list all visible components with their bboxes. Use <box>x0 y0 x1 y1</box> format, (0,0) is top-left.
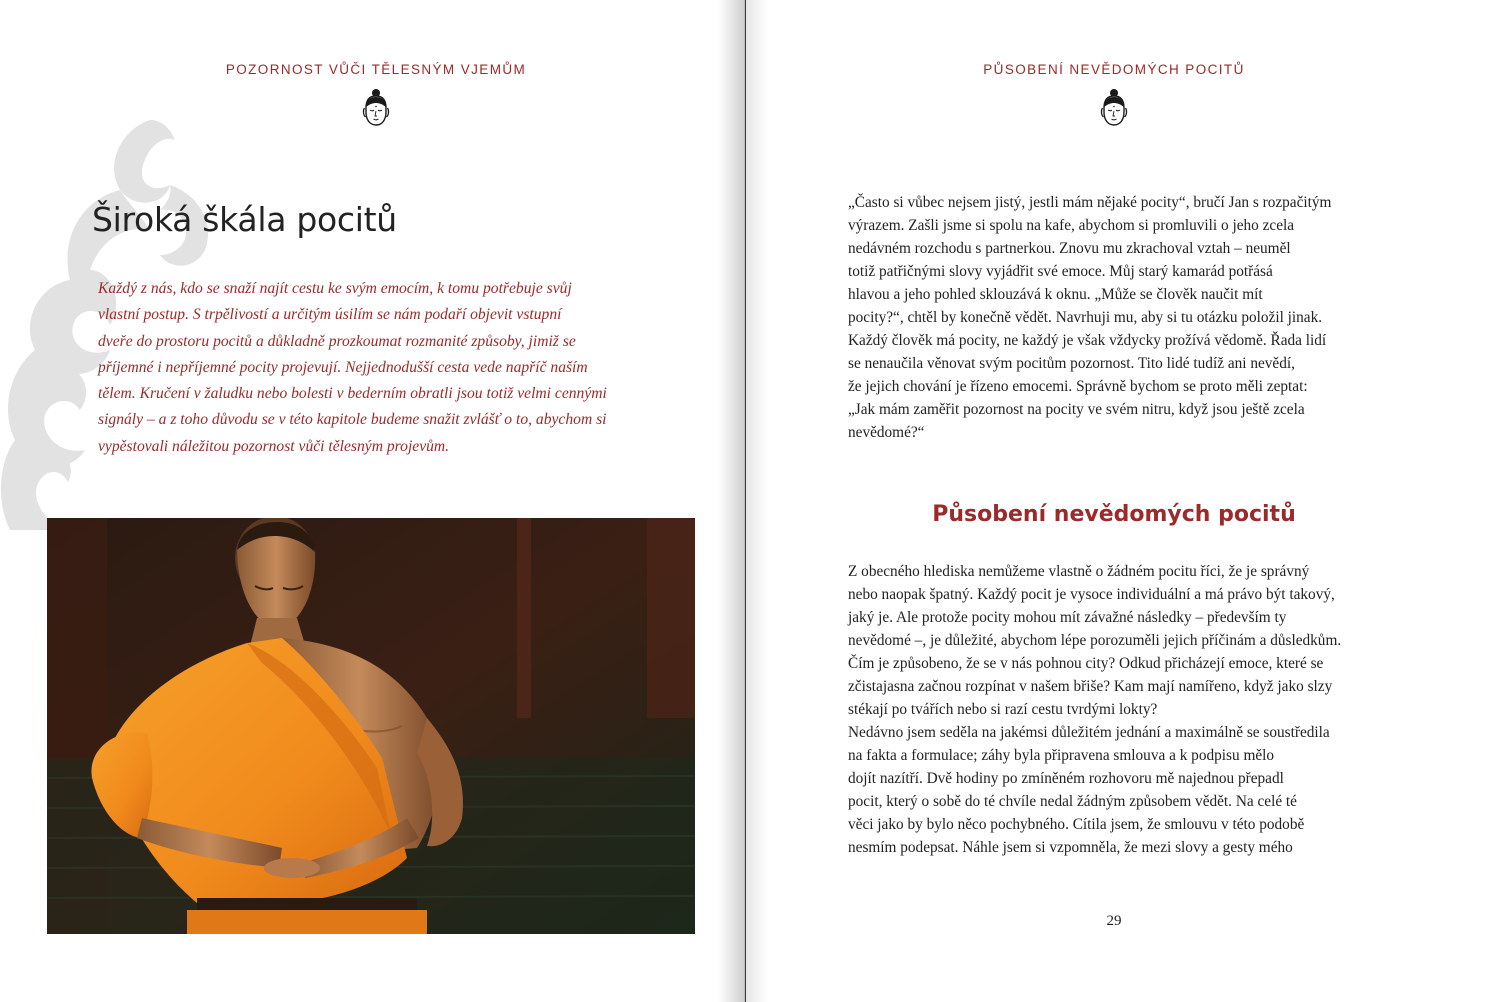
running-head: PŮSOBENÍ NEVĚDOMÝCH POCITŮ <box>983 62 1245 77</box>
text-line: Čím je způsobeno, že se v nás pohnou city? Odkud přicházejí emoce, které se <box>848 655 1324 672</box>
text-line: se nenaučila věnovat svým pocitům pozornost. Tito lidé tudíž ani nevědí, <box>848 355 1295 372</box>
buddha-head-icon <box>1099 88 1129 128</box>
intro-paragraph <box>98 276 654 460</box>
section-heading: Působení nevědomých pocitů <box>932 502 1296 528</box>
left-page <box>0 0 744 1002</box>
intro-line: dveře do prostoru pocitů a důkladně prozkoumat rozmanité způsoby, jimiž se <box>98 332 576 350</box>
text-line: nevědomé?“ <box>848 424 925 441</box>
buddha-head-icon <box>361 88 391 128</box>
text-line: dojít nazítří. Dvě hodiny po zmíněném rozhovoru mě najednou přepadl <box>848 770 1284 787</box>
text-line: „Často si vůbec nejsem jistý, jestli mám nějaké pocity“, bručí Jan s rozpačitým <box>848 194 1332 211</box>
text-line: nevědomé –, je důležité, abychom lépe porozuměli jejich příčinám a důsledkům. <box>848 632 1342 649</box>
intro-line: příjemné i nepříjemné pocity projevují. Nejjednodušší cesta vede napříč naším <box>98 358 588 376</box>
intro-line: tělem. Kručení v žaludku nebo bolesti v bederním obratli jsou totiž velmi cennými <box>98 385 607 403</box>
text-line: pocity?“, chtěl by konečně vědět. Navrhuji mu, aby si tu otázku položil jinak. <box>848 309 1323 326</box>
text-line: že jejich chování je řízeno emocemi. Správně bychom se proto měli zeptat: <box>848 378 1308 395</box>
running-head: POZORNOST VŮČI TĚLESNÝM VJEMŮM <box>225 62 527 77</box>
intro-line: vlastní postup. S trpělivostí a určitým úsilím se nám podaří objevit vstupní <box>98 306 562 324</box>
text-line: nebo naopak špatný. Každý pocit je vysoce individuální a má právo být takový, <box>848 586 1335 603</box>
page-number: 29 <box>1106 913 1122 929</box>
text-line: stékají po tvářích nebo si razí cestu tvrdými lokty? <box>848 701 1158 718</box>
text-line: na fakta a formulace; záhy byla připravena smlouva a k podpisu mělo <box>848 747 1275 764</box>
body-paragraph <box>848 560 1388 859</box>
text-line: pocit, který o sobě do té chvíle nedal žádným způsobem vědět. Na celé té <box>848 793 1297 810</box>
right-page <box>746 0 1492 1002</box>
text-line: jaký je. Ale protože pocity mohou mít závažné následky – především ty <box>848 609 1287 626</box>
monk-photo <box>47 518 695 934</box>
intro-line: signály – a z toho důvodu se v této kapitole budeme snažit zvlášť o to, abychom si <box>98 411 607 429</box>
text-line: hlavou a jeho pohled sklouzává k oknu. „Může se člověk naučit mít <box>848 286 1263 303</box>
text-line: nesmím podepsat. Náhle jsem si vzpomněla, že mezi slovy a gesty mého <box>848 839 1293 856</box>
text-line: nedávném rozchodu s partnerkou. Znovu mu zkrachoval vztah – neuměl <box>848 240 1291 257</box>
text-line: totiž patřičnými slovy vyjádřit své emoce. Můj starý kamarád potřásá <box>848 263 1273 280</box>
text-line: věci jako by bylo něco pochybného. Cítila jsem, že smlouvu v této podobě <box>848 816 1305 833</box>
intro-line: vypěstovali náležitou pozornost vůči tělesným projevům. <box>98 437 450 455</box>
text-line: Každý člověk má pocity, ne každý je však vždycky prožívá vědomě. Řada lidí <box>848 332 1327 349</box>
text-line: Z obecného hlediska nemůžeme vlastně o žádném pocitu říci, že je správný <box>848 563 1310 580</box>
chapter-title: Široká škála pocitů <box>92 200 397 240</box>
body-paragraph <box>848 191 1388 444</box>
text-line: výrazem. Zašli jsme si spolu na kafe, abychom si promluvili o jeho zcela <box>848 217 1295 234</box>
intro-line: Každý z nás, kdo se snaží najít cestu ke svým emocím, k tomu potřebuje svůj <box>98 280 572 297</box>
spine-line <box>745 0 746 1002</box>
text-line: Nedávno jsem seděla na jakémsi důležitém jednání a maximálně se soustředila <box>848 724 1330 741</box>
text-line: zčistajasna začnou rozpínat v našem břiše? Kam mají namířeno, když jako slzy <box>848 678 1333 695</box>
text-line: „Jak mám zaměřit pozornost na pocity ve svém nitru, když jsou ještě zcela <box>848 401 1305 418</box>
